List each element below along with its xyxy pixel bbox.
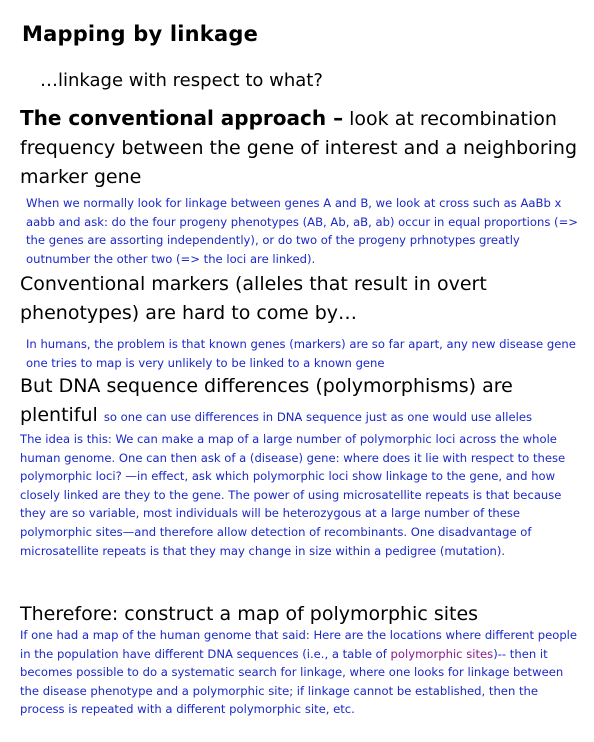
polymorphic-map-note	[20, 626, 585, 719]
page-title: Mapping by linkage	[22, 22, 259, 46]
dna-differences-heading	[20, 372, 580, 432]
idea-note: The idea is this: We can make a map of a large number of polymorphic loci across the whole human genome. One can then ask of a (disease) gene: where does it lie with respect to these polymorphic loci? —in effect, ask which polymorphic loci show linkage to the gene, and how closely linked are they to the gene. The power of using microsatellite repeats is that because they are so variable, most individuals will be heterozygous at a large number of these polymorphic sites—and therefore allow detection of recombinants. One disadvantage of microsatellite repeats is that they may change in size within a pedigree (mutation).	[20, 432, 566, 558]
polymorphic-map-note-b: )-- then it becomes possible to do a systematic search for linkage, where one looks for linkage between the disease phenotype and a polymorphic site; if linkage cannot be established, then the process is repeated with a different polymorphic site, etc.	[20, 646, 564, 717]
conventional-approach-text: look at recombination frequency between the gene of interest and a neighboring marker gene	[20, 108, 578, 188]
dna-differences-inline-note: so one can use differences in DNA sequence just as one would use alleles	[103, 410, 533, 424]
subtitle: …linkage with respect to what?	[40, 70, 323, 91]
conventional-markers-note: In humans, the problem is that known genes (markers) are so far apart, any new disease gene one tries to map is very unlikely to be linked to a known gene	[26, 337, 576, 370]
conventional-approach-bold: The conventional approach –	[20, 106, 344, 130]
conventional-markers-heading: Conventional markers (alleles that result in overt phenotypes) are hard to come by…	[20, 273, 487, 324]
conventional-approach-heading	[20, 104, 580, 192]
polymorphic-sites-highlight: polymorphic sites	[390, 646, 494, 661]
polymorphic-map-note-a: If one had a map of the human genome that said: Here are the locations where different people in the population have different DNA sequences (i.e., a table of	[20, 628, 578, 661]
polymorphic-map-heading: Therefore: construct a map of polymorphic sites	[20, 603, 479, 625]
dna-differences-heading-text: But DNA sequence differences (polymorphisms) are plentiful	[20, 375, 513, 426]
conventional-approach-note: When we normally look for linkage between genes A and B, we look at cross such as AaBb x aabb and ask: do the four progeny phenotypes (AB, Ab, aB, ab) occur in equal proportions (=> the genes are assorting independently), or do two of the progeny prhnotypes greatly outnumber the other two (=> the loci are linked).	[26, 196, 578, 266]
